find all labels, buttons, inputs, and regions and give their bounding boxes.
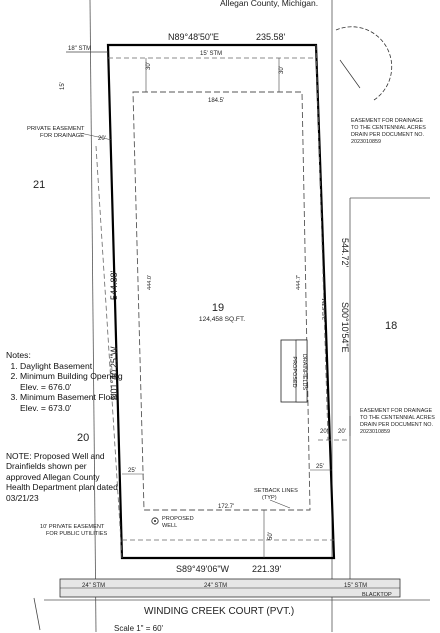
neighbor-lot-18: 18 <box>385 320 398 332</box>
county-header: Allegan County, Michigan. <box>220 0 319 8</box>
blacktop-label: BLACKTOP <box>362 592 392 598</box>
rear-setback-left: 30' <box>146 62 152 70</box>
well-label-2: WELL <box>162 523 178 529</box>
adjacent-lot-lines <box>90 0 433 632</box>
se-easement-4: 2023010859 <box>360 429 390 435</box>
stm-tl: 18" STM <box>68 46 92 52</box>
notes-title: Notes: <box>6 350 31 360</box>
health-dept-note: NOTE: Proposed Well and Drainfields shown per approved Allegan County Health Department plan dated 03/21/23 <box>6 451 118 503</box>
front-setback: 50' <box>268 532 274 540</box>
south-bearing: S89°49'06"W <box>176 564 230 574</box>
easement-leader <box>80 133 112 140</box>
se-easement-2: TO THE CENTENNIAL ACRES <box>360 415 435 421</box>
stm-right: 24" STM <box>322 298 328 320</box>
well-label-1: PROPOSED <box>162 516 194 522</box>
left-depth: 444.0' <box>147 274 153 290</box>
ne-easement-2: TO THE CENTENNIAL ACRES <box>351 125 426 131</box>
drainfield-label-1: PROPOSED <box>291 356 297 388</box>
utility-easement-1: 10' PRIVATE EASEMENT <box>40 524 105 530</box>
west-bearing: N01°40'25"W <box>109 346 119 400</box>
north-bearing: N89°48'50"E <box>168 32 220 42</box>
stm-road-mid: 24" STM <box>204 583 228 589</box>
right-depth: 444.7' <box>296 274 302 290</box>
notes-list <box>6 361 124 414</box>
stm-left-dim: 15' <box>60 82 66 90</box>
road-name: WINDING CREEK COURT (PVT.) <box>144 606 295 617</box>
setback-lines-label: SETBACK LINES <box>254 488 298 494</box>
note-item-2: 2. Minimum Building Opening Elev. = 676.0' <box>20 371 124 392</box>
south-distance: 221.39' <box>252 564 282 574</box>
setback-envelope <box>133 92 310 510</box>
top-setback-width: 184.5' <box>208 98 225 104</box>
stm-road-left: 24" STM <box>82 583 106 589</box>
side-setback-right: 25' <box>316 464 324 470</box>
lot-number: 19 <box>211 302 225 314</box>
scale-label: Scale 1" = 60' <box>114 624 164 633</box>
west-distance: 544.88' <box>109 270 119 300</box>
setback-leader <box>270 500 290 508</box>
ne-easement-4: 2023010859 <box>351 139 381 145</box>
north-distance: 235.58' <box>256 32 286 42</box>
road-end-mark <box>34 598 40 630</box>
well-dot <box>154 520 156 522</box>
drainage-arc <box>336 27 392 100</box>
drainage-arrow <box>340 60 360 88</box>
bottom-setback-width: 172.7' <box>218 504 235 510</box>
se-easement-3: DRAIN PER DOCUMENT NO. <box>360 422 433 428</box>
ne-easement-1: EASEMENT FOR DRAINAGE <box>351 118 424 124</box>
note-item-3: 3. Minimum Basement Floor Elev. = 673.0' <box>20 392 124 413</box>
neighbor-lot-20: 20 <box>77 432 90 444</box>
drainfield-label-2: DRAINFIELDS <box>301 353 307 391</box>
private-easement-label: PRIVATE EASEMENT <box>27 126 85 132</box>
west-easement-width: 20' <box>98 136 106 142</box>
se-easement-1: EASEMENT FOR DRAINAGE <box>360 408 433 414</box>
note-item-1: 1. Daylight Basement <box>20 361 124 372</box>
stm-road-right: 15" STM <box>344 583 368 589</box>
stm-top: 15' STM <box>200 51 223 57</box>
side-setback-left: 25' <box>128 468 136 474</box>
lot-area: 124,458 SQ.FT. <box>198 316 246 323</box>
for-drainage-label: FOR DRAINAGE <box>40 133 85 139</box>
east-easement-1: 20' <box>320 429 328 435</box>
east-distance: 544.72' <box>340 238 350 268</box>
ne-easement-3: DRAIN PER DOCUMENT NO. <box>351 132 424 138</box>
east-bearing: S00°10'54"E <box>340 302 350 353</box>
utility-easement-2: FOR PUBLIC UTILITIES <box>46 531 108 537</box>
neighbor-lot-21: 21 <box>33 179 46 191</box>
rear-setback-right: 30' <box>279 66 285 74</box>
east-easement-2: 20' <box>338 429 346 435</box>
setback-typ-label: (TYP) <box>262 495 277 501</box>
notes-block <box>6 350 124 413</box>
